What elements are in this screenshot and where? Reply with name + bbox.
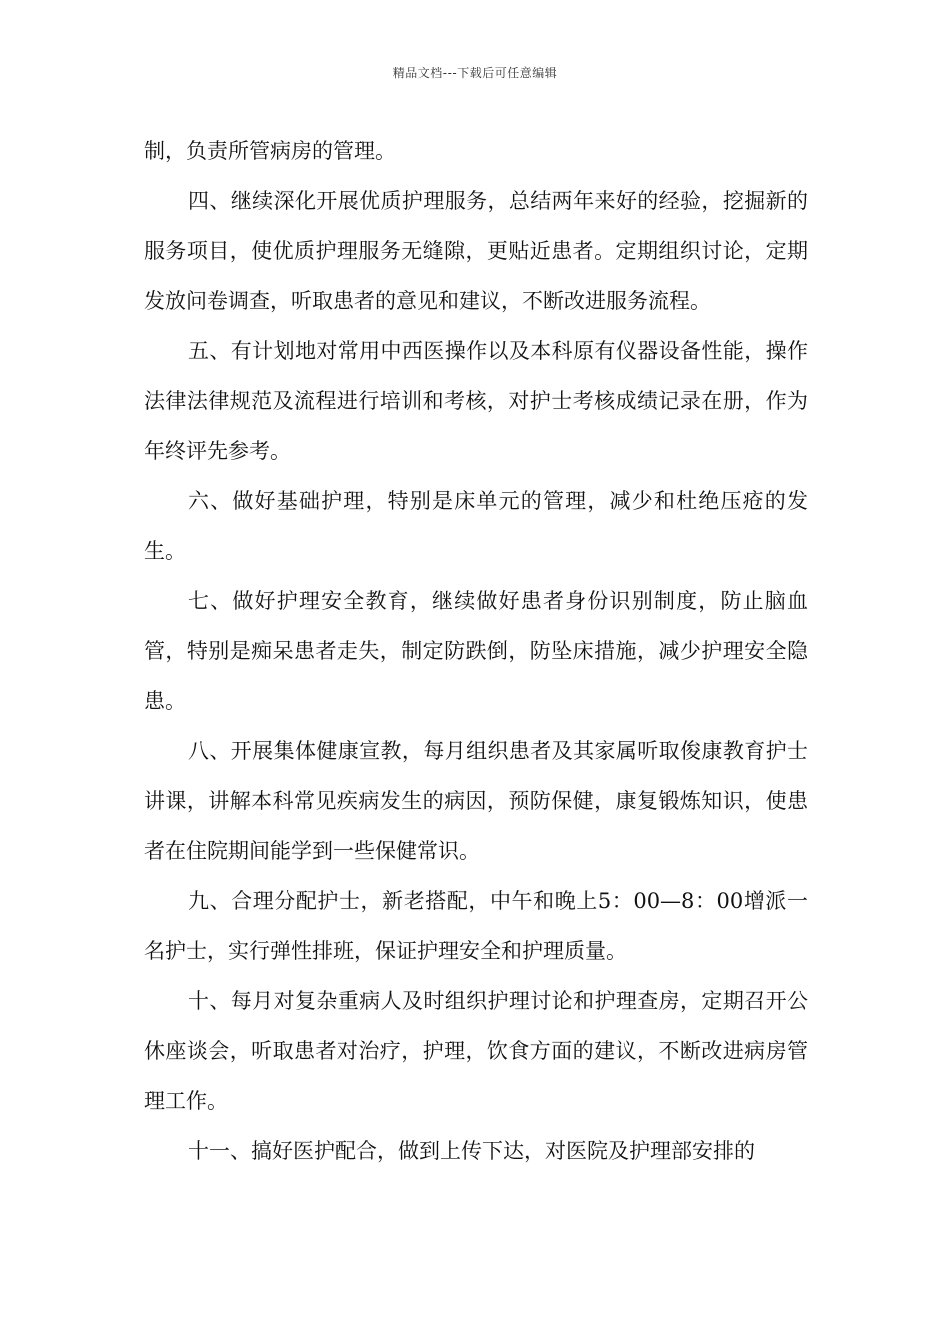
paragraph-item-6: 六、做好基础护理，特别是床单元的管理，减少和杜绝压疮的发生。 bbox=[144, 489, 808, 563]
paragraph-item-11: 十一、搞好医护配合，做到上传下达，对医院及护理部安排的 bbox=[188, 1139, 755, 1163]
paragraph-item-10: 十、每月对复杂重病人及时组织护理讨论和护理查房，定期召开公休座谈会，听取患者对治疗，护理，饮食方面的建议，不断改进病房管理工作。 bbox=[144, 989, 808, 1113]
document-body bbox=[144, 126, 808, 1176]
paragraph-continuation: 制，负责所管病房的管理。 bbox=[144, 139, 396, 163]
paragraph-item-7: 七、做好护理安全教育，继续做好患者身份识别制度，防止脑血管，特别是痴呆患者走失，制定防跌倒，防坠床措施，减少护理安全隐患。 bbox=[144, 589, 808, 713]
page-header: 精品文档---下载后可任意编辑 bbox=[392, 66, 558, 80]
paragraph-item-5: 五、有计划地对常用中西医操作以及本科原有仪器设备性能，操作法律法律规范及流程进行培训和考核，对护士考核成绩记录在册，作为年终评先参考。 bbox=[144, 339, 808, 463]
paragraph-item-4: 四、继续深化开展优质护理服务，总结两年来好的经验，挖掘新的服务项目，使优质护理服务无缝隙，更贴近患者。定期组织讨论，定期发放问卷调查，听取患者的意见和建议，不断改进服务流程。 bbox=[144, 189, 808, 313]
paragraph-item-9: 九、合理分配护士，新老搭配，中午和晚上5：00—8：00增派一名护士，实行弹性排班，保证护理安全和护理质量。 bbox=[144, 889, 808, 963]
paragraph-item-8: 八、开展集体健康宣教，每月组织患者及其家属听取俊康教育护士讲课，讲解本科常见疾病发生的病因，预防保健，康复锻炼知识，使患者在住院期间能学到一些保健常识。 bbox=[144, 739, 808, 863]
